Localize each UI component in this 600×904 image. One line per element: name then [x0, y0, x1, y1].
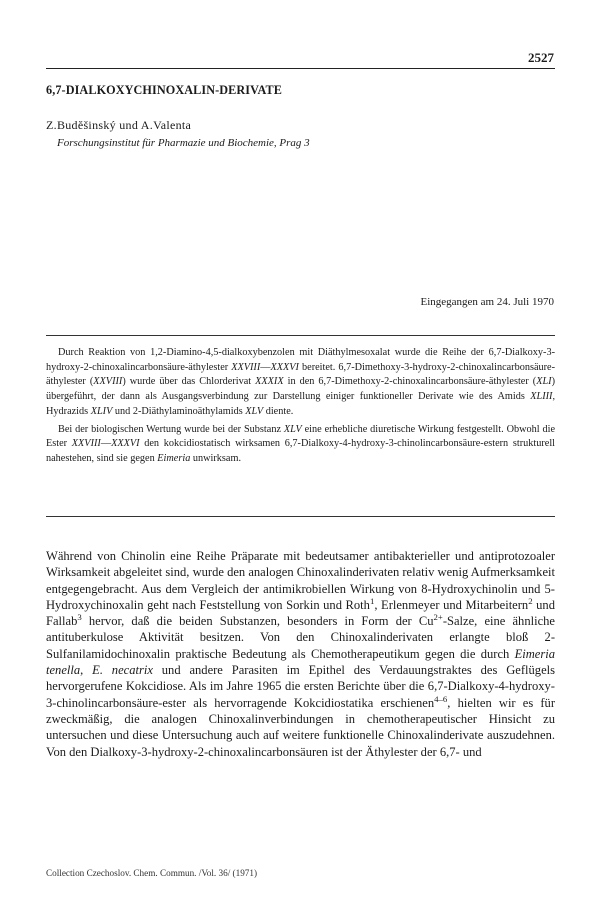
compound-ref: XLV: [245, 405, 264, 417]
species-name: E. necatrix: [92, 663, 153, 678]
ion-charge: 2+: [433, 612, 443, 623]
species-name: Eimeria: [157, 452, 191, 464]
compound-ref: XXXVI: [270, 361, 299, 373]
citation-ref: 3: [77, 612, 82, 623]
body-text-run: -Salze, eine ähnliche antituberkulose Aktivität besitzen. Von den Chinoxalinderivaten erlangte bloß 2-Sulfanilamidochinoxalin praktische Bedeutung als Chemotherapeutikum gegen die durch: [46, 614, 555, 661]
body-text-run: Während von Chinolin eine Reihe Präparate mit bedeutsamer antibakterieller und antiprotozoaler Wirksamkeit abgeleitet sind, wurde den analogen Chinoxalinderivaten relativ wenig Aufmerksamkeit entgegengebracht. Aus dem Vergleich der antimikrobiellen Wirkung von 8-Hydroxychinolin und 5-Hydroxychinoxalin geht nach Feststellung von Sorkin und Roth: [46, 549, 555, 612]
body-text-run: und Fallab: [46, 597, 555, 629]
abstract-text: ) übergeführt, der dann als Ausgangsverbindung zur Darstellung einiger funktioneller Derivate wie des Amids: [46, 376, 555, 403]
abstract-paragraph-2: [46, 423, 555, 467]
author-2-initial: A.: [140, 118, 154, 132]
journal-footer: Collection Czechoslov. Chem. Commun. /Vol. 36/ (1971): [46, 868, 258, 878]
author-2-surname: Valenta: [153, 118, 192, 132]
compound-ref: XXVIII: [231, 361, 261, 373]
body-text-run: und andere Parasiten im Epithel des Verdauungstraktes des Geflügels hervorgerufene Kokcidiose. Als im Jahre 1965 die ersten Berichte über die 6,7-Dialkoxy-4-hydroxy-3-chinolincarbonsäure-ester als hervorragende Kokcidiostatika erschienen: [46, 663, 556, 710]
body-paragraph: [46, 548, 555, 760]
compound-ref: XXVIII: [93, 376, 123, 388]
abstract-paragraph-1: [46, 346, 555, 420]
header-rule: [46, 68, 555, 69]
compound-ref: XLIII: [530, 391, 553, 403]
abstract-text: —: [100, 438, 112, 450]
abstract-bottom-rule: [46, 516, 555, 517]
body-text-run: , hielten wir es für zweckmäßig, die analogen Chinoxalinverbindungen in chemotherapeutischer Hinsicht zu untersuchen und diese Untersuchung auch auf weitere funktionelle Chinoxalinderivate auszudehnen. Von den Dialkoxy-3-hydroxy-2-chinoxalincarbonsäuren ist der Äthylester der 6,7- und: [46, 695, 555, 759]
species-name: Eimeria tenella: [46, 646, 555, 678]
compound-ref: XXVIII: [71, 438, 101, 450]
compound-ref: XXXVI: [111, 438, 140, 450]
abstract-text: Bei der biologischen Wertung wurde bei der Substanz: [58, 423, 284, 435]
abstract-text: , Hydrazids: [46, 391, 555, 417]
abstract-text: unwirksam.: [190, 452, 242, 464]
body-text-run: hervor, daß die beiden Substanzen, besonders in Form der Cu: [81, 614, 434, 629]
abstract-text: in den 6,7-Dimethoxy-2-chinoxalincarbonsäure-äthylester (: [283, 376, 537, 388]
citation-ref: 1: [369, 595, 375, 606]
abstract-text: ) wurde über das Chlorderivat: [122, 376, 256, 388]
abstract-top-rule: [46, 335, 555, 336]
abstract-text: den kokcidiostatisch wirksamen 6,7-Dialkoxy-4-hydroxy-3-chinolincarbonsäure-estern strukturell nahestehen, sind sie gegen: [46, 438, 556, 464]
compound-ref: XLIV: [90, 405, 113, 417]
citation-ref: 2: [528, 595, 533, 606]
abstract-text: bereitet. 6,7-Dimethoxy-3-hydroxy-2-chinoxalincarbonsäure-äthylester (: [46, 361, 555, 388]
authors: [46, 118, 191, 133]
compound-ref: XLV: [283, 423, 302, 435]
article-title: 6,7-DIALKOXYCHINOXALIN-DERIVATE: [46, 83, 282, 97]
abstract-text: Durch Reaktion von 1,2-Diamino-4,5-dialkoxybenzolen mit Diäthylmesoxalat wurde die Reihe der 6,7-Dialkoxy-3-hydroxy-2-chinoxalincarbonsäure-äthylester: [46, 347, 555, 373]
author-1-initial: Z.: [46, 118, 57, 132]
page-number: 2527: [528, 50, 554, 65]
body-text: [46, 548, 555, 760]
received-date: Eingegangen am 24. Juli 1970: [420, 296, 554, 308]
abstract: [46, 346, 555, 467]
compound-ref: XXXIX: [255, 376, 284, 388]
author-1-surname: Budĕšinský: [56, 118, 116, 132]
author-conjunction: und: [115, 118, 141, 132]
affiliation: Forschungsinstitut für Pharmazie und Biochemie, Prag 3: [57, 137, 310, 149]
citation-ref: 4–6: [434, 693, 448, 704]
body-text-run: , Erlenmeyer und Mitarbeitern: [374, 597, 529, 612]
abstract-text: eine erhebliche diuretische Wirkung festgestellt. Obwohl die Ester: [46, 423, 556, 450]
body-text-run: ,: [80, 663, 93, 678]
abstract-text: diente.: [263, 405, 294, 417]
compound-ref: XLI: [536, 376, 552, 388]
abstract-text: und 2-Diäthylaminoäthylamids: [112, 405, 246, 417]
abstract-text: —: [260, 361, 271, 373]
